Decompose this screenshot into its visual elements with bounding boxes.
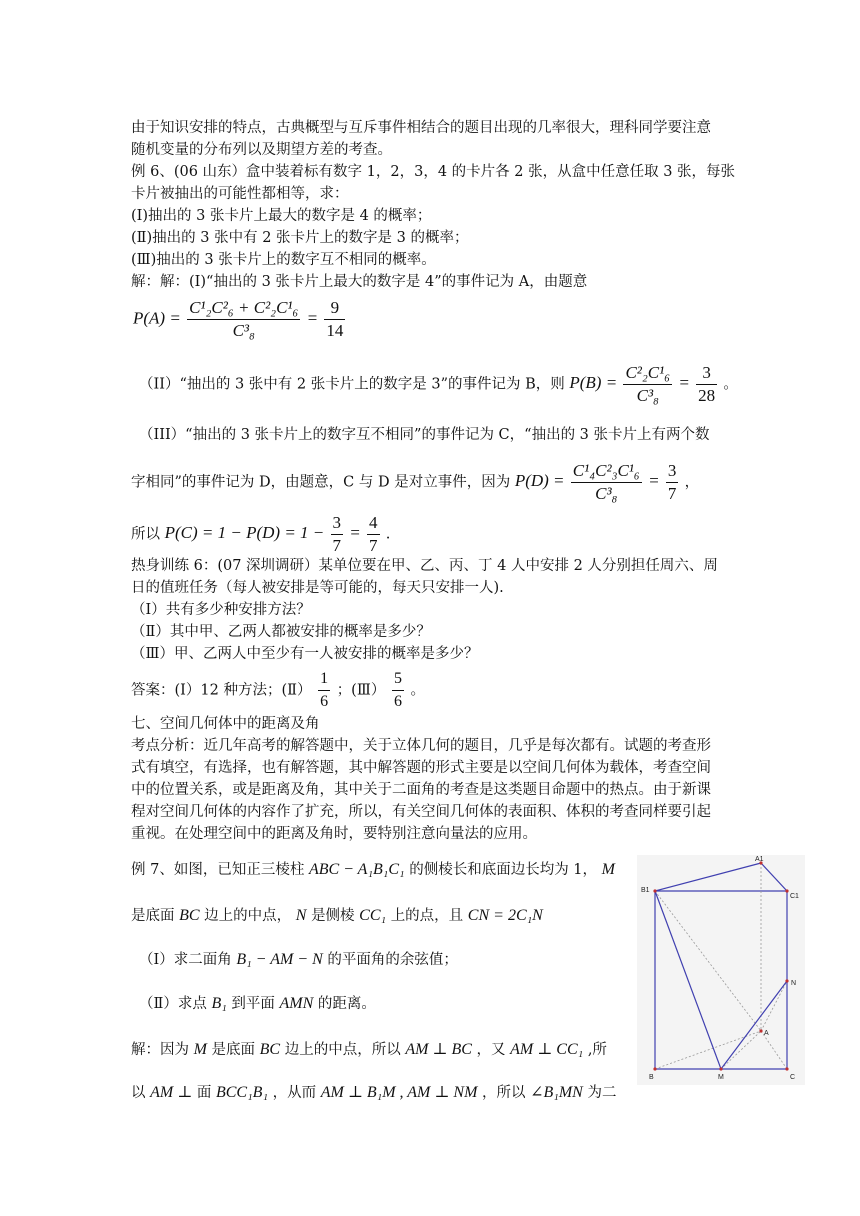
text-span: 为二 [587, 1085, 617, 1101]
text-line: 程对空间几何体的内容作了扩充，所以，有关空间几何体的表面积、体积的考查同样要引起 [131, 804, 711, 820]
text-line: 热身训练 6：(07 深圳调研）某单位要在甲、乙、丙、丁 4 人中安排 2 人分别担任周六、周 [131, 558, 718, 574]
vertex-b1 [653, 889, 656, 892]
section-heading: 七、空间几何体中的距离及角 [131, 716, 320, 732]
text-span: 以 [131, 1085, 146, 1101]
text-span: 面 [196, 1085, 212, 1101]
pc-result-num: 4 [367, 512, 380, 535]
text-line [131, 860, 615, 880]
text-line [131, 512, 390, 557]
text-span: 所以 [131, 526, 160, 543]
text-line: (Ⅲ)抽出的 3 张卡片上的数字互不相同的概率。 [131, 252, 436, 268]
text-line: （Ⅰ）共有多少种安排方法？ [131, 602, 311, 618]
text-line: (Ⅰ)抽出的 3 张卡片上最大的数字是 4 的概率； [131, 208, 432, 224]
text-line: （Ⅱ）其中甲、乙两人都被安排的概率是多少？ [131, 624, 431, 640]
text-span: （Ⅱ）求点 [139, 996, 207, 1012]
pb-lhs: P(B) = [569, 373, 618, 393]
vertex-c [785, 1067, 788, 1070]
formula-pb [569, 363, 723, 405]
pb-equals: = [678, 373, 690, 393]
point-n: N [295, 907, 307, 924]
pc-equals: = [349, 523, 361, 543]
dihedral-angle: B₁ − AM − N [236, 951, 323, 968]
text-span: 例 7、如图，已知正三棱柱 [131, 862, 305, 878]
pa-result [324, 297, 345, 342]
label-a: A [764, 1030, 769, 1037]
text-line: 解：解：(I)“抽出的 3 张卡片上最大的数字是 4”的事件记为 A，由题意 [131, 274, 588, 290]
point-m: M [601, 861, 615, 878]
pb-result-num: 3 [696, 362, 717, 385]
text-line [131, 460, 699, 505]
text-span: 是底面 [211, 1042, 256, 1058]
label-c: C [790, 1074, 796, 1081]
text-span: 。 [723, 376, 738, 393]
pb-denominator: C³₈ [636, 386, 659, 405]
text-line: 日的值班任务（每人被安排是等可能的，每天只安排一人). [131, 580, 504, 596]
pd-numerator: C¹₄C²₃C¹₆ [571, 460, 642, 483]
text-span: （Ⅰ）求二面角 [139, 952, 232, 968]
vertex-b [653, 1067, 656, 1070]
pc-expr: P(C) = 1 − P(D) = 1 − [164, 523, 325, 543]
pd-denominator: C³₈ [595, 484, 618, 503]
pc-fraction [331, 512, 344, 557]
text-line: （Ⅲ）甲、乙两人中至少有一人被安排的概率是多少？ [131, 646, 479, 662]
text-line: 例 6、(06 山东）盒中装着标有数字 1，2，3，4 的卡片各 2 张，从盒中任意任取 3 张，每张 [131, 164, 736, 180]
text-span: 边上的中点， [204, 908, 292, 924]
pa-result-num: 9 [324, 297, 345, 320]
text-line: 随机变量的分布列以及期望方差的考查。 [131, 142, 392, 158]
vertex-c1 [785, 889, 788, 892]
point-b1: B₁ [211, 995, 227, 1012]
text-line: （III）“抽出的 3 张卡片上的数字互不相同”的事件记为 C，“抽出的 3 张卡片上有两个数 [139, 427, 710, 443]
point-m: M [193, 1041, 207, 1058]
plane-amn: AMN [279, 995, 314, 1012]
pc-result-den: 7 [369, 536, 378, 555]
text-span: ，从而 [272, 1085, 317, 1101]
text-line: 重视。在处理空间中的距离及角时，要特别注意向量法的应用。 [131, 826, 537, 842]
text-line [139, 362, 738, 407]
text-span: 字相同”的事件记为 D，由题意，C 与 D 是对立事件，因为 [131, 474, 511, 491]
segment-bc: BC [179, 907, 200, 924]
pd-lhs: P(D) = [514, 471, 565, 491]
label-n: N [791, 980, 797, 987]
pc-frac-num: 3 [331, 512, 344, 535]
prism-figure [637, 855, 805, 1085]
perp-am: AM ⊥ [150, 1084, 193, 1101]
pd-equals: = [648, 471, 660, 491]
pa-lhs: P(A) = [133, 308, 181, 328]
text-span: . [385, 526, 391, 543]
text-span: 上的点，且 [390, 908, 464, 924]
pa-equals: = [306, 308, 319, 328]
equation-cn: CN = 2C₁N [467, 907, 543, 924]
pd-fraction [571, 460, 642, 505]
text-span: 答案：(Ⅰ）12 种方法；(Ⅱ） [131, 682, 312, 699]
label-m: M [718, 1074, 724, 1081]
text-span: 是底面 [131, 908, 175, 924]
text-line: (Ⅱ)抽出的 3 张中有 2 张卡片上的数字是 3 的概率； [131, 230, 469, 246]
formula-pd [514, 461, 685, 503]
label-a1: A1 [755, 856, 764, 863]
plane-bcc1b1: BCC₁B₁ [215, 1084, 268, 1101]
vertex-m [719, 1067, 722, 1070]
text-span: ,所 [587, 1042, 607, 1058]
text-line: 由于知识安排的特点，古典概型与互斥事件相结合的题目出现的几率很大，理科同学要注意 [131, 120, 711, 136]
answer2-den: 6 [320, 693, 329, 710]
pa-denominator: C³₈ [232, 321, 255, 340]
text-span: （II）“抽出的 3 张中有 2 张卡片上的数字是 3”的事件记为 B，则 [139, 376, 565, 393]
formula-pc [164, 513, 386, 555]
perp-relations: AM ⊥ B₁M , AM ⊥ NM [320, 1084, 478, 1101]
label-c1: C1 [790, 893, 799, 900]
text-line [131, 1040, 607, 1060]
label-b1: B1 [641, 887, 650, 894]
text-line: 中的位置关系，或是距离及角，其中关于二面角的考查是这类题目命题中的热点。由于新课 [131, 782, 711, 798]
answer3-den: 6 [393, 693, 402, 710]
text-span: ，又 [476, 1042, 506, 1058]
pc-frac-den: 7 [332, 536, 342, 555]
text-line: 式有填空，有选择，也有解答题，其中解答题的形式主要是以空间几何体为载体，考查空间 [131, 760, 711, 776]
text-line [139, 950, 458, 970]
answer-line [131, 668, 425, 713]
pb-result-den: 28 [698, 386, 716, 405]
text-span: 的平面角的余弦值； [327, 952, 458, 968]
answer3-num: 5 [392, 668, 404, 691]
segment-cc1: CC₁ [359, 907, 387, 924]
pb-fraction [623, 362, 672, 407]
perp-am-bc: AM ⊥ BC [405, 1041, 472, 1058]
angle-b1mn: ∠B₁MN [530, 1084, 583, 1101]
answer2-fraction [318, 668, 330, 713]
pa-fraction [187, 297, 300, 342]
text-span: 。 [410, 682, 426, 699]
pa-result-den: 14 [326, 321, 344, 340]
pc-result [367, 512, 380, 557]
pb-result [696, 362, 717, 407]
answer3-fraction [392, 668, 404, 713]
text-line [131, 906, 543, 926]
vertex-a [759, 1029, 762, 1032]
perp-am-cc1: AM ⊥ CC₁ [510, 1041, 584, 1058]
text-line: 考点分析：近几年高考的解答题中，关于立体几何的题目，几乎是每次都有。试题的考查形 [131, 738, 711, 754]
text-span: 解：因为 [131, 1042, 189, 1058]
text-line [139, 994, 376, 1014]
text-line: 卡片被抽出的可能性都相等，求： [131, 186, 349, 202]
text-span: 的距离。 [317, 996, 376, 1012]
vertex-n [785, 979, 788, 982]
text-span: 是侧棱 [311, 908, 355, 924]
pd-result [666, 460, 679, 505]
text-span: 的侧棱长和底面边长均为 1， [409, 862, 598, 878]
text-span: ， [684, 474, 700, 491]
text-span: ；(Ⅲ） [336, 682, 386, 699]
pd-result-num: 3 [666, 460, 679, 483]
segment-bc: BC [259, 1041, 281, 1058]
pb-numerator: C²₂C¹₆ [623, 362, 672, 385]
formula-pa [133, 297, 347, 342]
answer2-num: 1 [318, 668, 330, 691]
text-span: 到平面 [231, 996, 275, 1012]
text-span: 边上的中点，所以 [284, 1042, 401, 1058]
text-span: ，所以 [482, 1085, 526, 1101]
pd-result-den: 7 [667, 484, 677, 503]
label-b: B [649, 1074, 654, 1081]
text-line [131, 1083, 616, 1103]
pa-numerator: C¹₂C²₆ + C²₂C¹₆ [187, 297, 300, 320]
prism-name: ABC − A₁B₁C₁ [308, 861, 405, 878]
